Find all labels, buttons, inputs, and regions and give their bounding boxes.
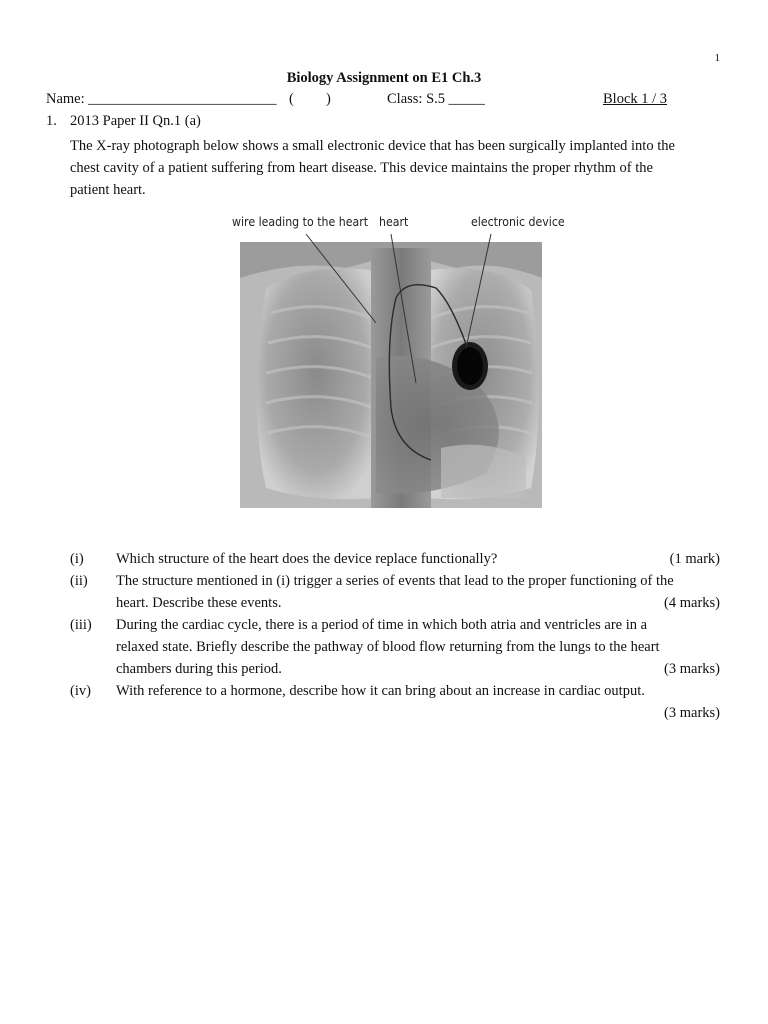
sub-question-text: With reference to a hormone, describe how it can bring about an increase in cardiac output.	[116, 683, 645, 699]
sub-question-text: The structure mentioned in (i) trigger a series of events that lead to the proper functioning of the	[116, 573, 674, 589]
sub-question-line	[116, 614, 720, 636]
device-label: electronic device	[471, 214, 565, 229]
marks-label: (4 marks)	[664, 595, 720, 611]
assignment-title: Biology Assignment on E1 Ch.3	[286, 70, 482, 86]
question-source: 2013 Paper II Qn.1 (a)	[70, 113, 201, 129]
sub-question-line	[116, 680, 720, 702]
sub-question-number: (ii)	[70, 573, 88, 589]
sub-question-text: heart. Describe these events.	[116, 595, 282, 611]
question-intro	[70, 135, 730, 201]
intro-line: The X-ray photograph below shows a small electronic device that has been surgically implanted into the	[70, 138, 675, 154]
chest-xray-image	[226, 208, 576, 513]
sub-question	[70, 570, 720, 614]
block-label: Block 1 / 3	[603, 91, 668, 107]
name-blank: __________________________	[88, 91, 277, 107]
sub-question-line	[116, 702, 720, 724]
wire-label: wire leading to the heart	[232, 214, 369, 229]
sub-question-number: (iv)	[70, 683, 91, 699]
sub-question-text: Which structure of the heart does the device replace functionally?	[116, 551, 498, 567]
marks-label: (1 mark)	[669, 551, 720, 567]
class-label: Class: S.5 _____	[387, 91, 485, 107]
intro-line: chest cavity of a patient suffering from heart disease. This device maintains the proper rhythm of the	[70, 160, 653, 176]
sub-question-text: During the cardiac cycle, there is a period of time in which both atria and ventricles are in a	[116, 617, 648, 633]
sub-question-line	[116, 636, 720, 658]
marks-label: (3 marks)	[664, 705, 720, 721]
name-label: Name:	[46, 91, 85, 107]
heart-label: heart	[379, 214, 409, 229]
sub-question	[70, 548, 720, 570]
page-number: 1	[714, 52, 720, 64]
student-info-row	[46, 91, 722, 111]
sub-question-text: chambers during this period.	[116, 661, 282, 677]
marks-label: (3 marks)	[664, 661, 720, 677]
sub-question-text: relaxed state. Briefly describe the pathway of blood flow returning from the lungs to the heart	[116, 639, 660, 655]
question-number: 1.	[46, 113, 57, 129]
sub-question-line	[116, 570, 720, 592]
sub-question-line	[116, 592, 720, 614]
sub-question	[70, 680, 720, 724]
sub-question-number: (i)	[70, 551, 84, 567]
class-number-paren-close: )	[326, 91, 331, 107]
sub-question-line	[116, 548, 720, 570]
sub-question	[70, 614, 720, 680]
sub-question-line	[116, 658, 720, 680]
class-number-paren-open: (	[289, 91, 294, 107]
intro-line: patient heart.	[70, 182, 146, 198]
sub-question-number: (iii)	[70, 617, 92, 633]
xray-figure	[226, 208, 576, 513]
